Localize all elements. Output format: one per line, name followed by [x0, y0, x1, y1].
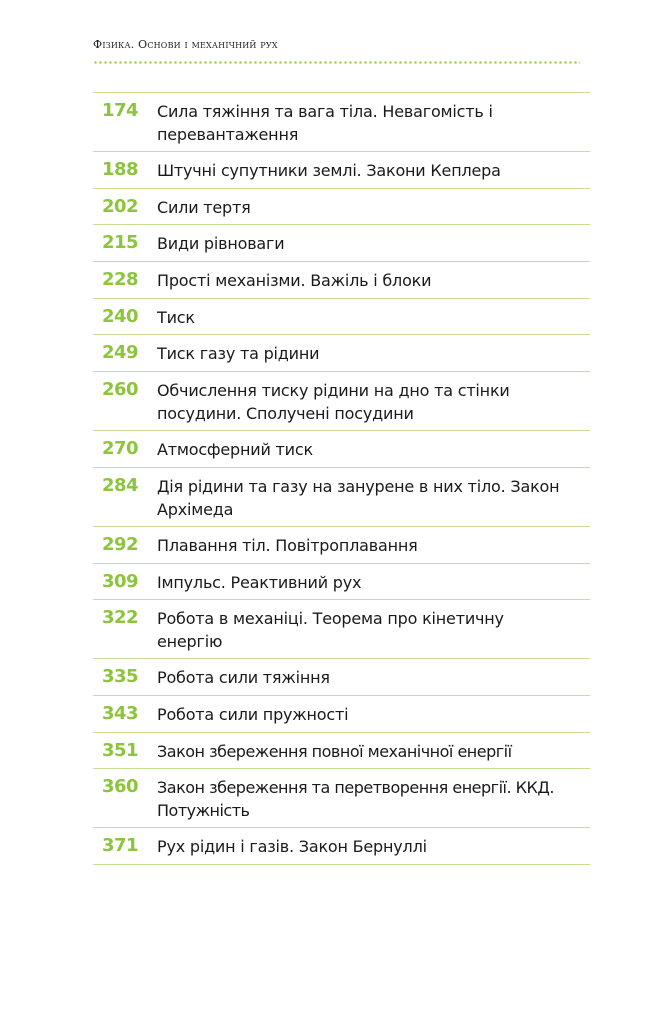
toc-page-number: 228 [102, 269, 139, 291]
toc-entry[interactable] [93, 468, 590, 527]
toc-entry-title: Прості механізми. Важіль і блоки [157, 271, 432, 291]
toc-entry-title: Дія рідини та газу на занурене в них тіло. Закон Архімеда [157, 476, 560, 519]
toc-entry-title: Рух рідин і газів. Закон Бернуллі [157, 837, 427, 857]
toc-entry[interactable] [93, 93, 590, 152]
toc-page-number: 322 [102, 607, 139, 629]
toc-entry[interactable] [93, 659, 590, 696]
toc-page-number: 215 [102, 232, 139, 254]
toc-page-number: 351 [102, 739, 139, 761]
toc-entry[interactable] [93, 431, 590, 468]
table-of-contents [93, 92, 590, 865]
toc-entry-title: Плавання тіл. Повітроплавання [157, 535, 418, 555]
toc-entry-title: Види рівноваги [157, 234, 285, 254]
toc-entry[interactable] [93, 225, 590, 262]
toc-page-number: 188 [102, 159, 139, 180]
toc-page-number: 343 [102, 702, 139, 724]
toc-entry-title: Тиск газу та рідини [157, 344, 320, 364]
toc-page-number: 335 [102, 666, 139, 688]
toc-entry[interactable] [93, 828, 590, 865]
toc-entry[interactable] [93, 335, 590, 372]
toc-page-number: 284 [102, 474, 139, 496]
toc-entry[interactable] [93, 152, 590, 189]
toc-entry-title: Тиск [157, 307, 195, 327]
toc-entry-title: Обчислення тиску рідини на дно та стінки посудини. Сполучені посудини [157, 381, 510, 424]
toc-page-number: 270 [102, 438, 139, 460]
toc-page-number: 260 [102, 379, 139, 401]
toc-entry-title: Штучні супутники землі. Закони Кеплера [157, 161, 501, 180]
toc-page-number: 249 [102, 342, 139, 364]
toc-entry[interactable] [93, 600, 590, 659]
toc-page-number: 202 [102, 195, 139, 217]
toc-page-number: 371 [102, 835, 139, 857]
toc-entry[interactable] [93, 769, 590, 828]
toc-page-number: 360 [102, 776, 139, 798]
toc-entry-title: Сила тяжіння та вага тіла. Невагомість і перевантаження [157, 102, 493, 144]
toc-page-number: 292 [102, 533, 139, 555]
toc-entry[interactable] [93, 372, 590, 431]
dotted-divider [93, 61, 580, 64]
running-head-title: Фізика. Основи і механічний рух [93, 38, 278, 51]
toc-entry[interactable] [93, 696, 590, 733]
toc-entry[interactable] [93, 262, 590, 299]
toc-page-number: 174 [102, 100, 139, 121]
toc-entry[interactable] [93, 564, 590, 601]
toc-entry-title: Закон збереження та перетворення енергії. ККД. Потужність [157, 778, 554, 821]
toc-entry-title: Робота сили тяжіння [157, 668, 330, 688]
toc-entry-title: Імпульс. Реактивний рух [157, 572, 362, 592]
toc-page-number: 309 [102, 570, 139, 592]
toc-entry[interactable] [93, 733, 590, 770]
toc-entry-title: Робота в механіці. Теорема про кінетичну енергію [157, 609, 504, 652]
toc-entry-title: Атмосферний тиск [157, 440, 313, 460]
toc-entry[interactable] [93, 527, 590, 564]
toc-entry-title: Сили тертя [157, 197, 251, 217]
toc-entry[interactable] [93, 299, 590, 336]
toc-entry[interactable] [93, 189, 590, 226]
toc-page-number: 240 [102, 305, 139, 327]
toc-entry-title: Робота сили пружності [157, 704, 349, 724]
toc-entry-title: Закон збереження повної механічної енергії [157, 741, 512, 761]
